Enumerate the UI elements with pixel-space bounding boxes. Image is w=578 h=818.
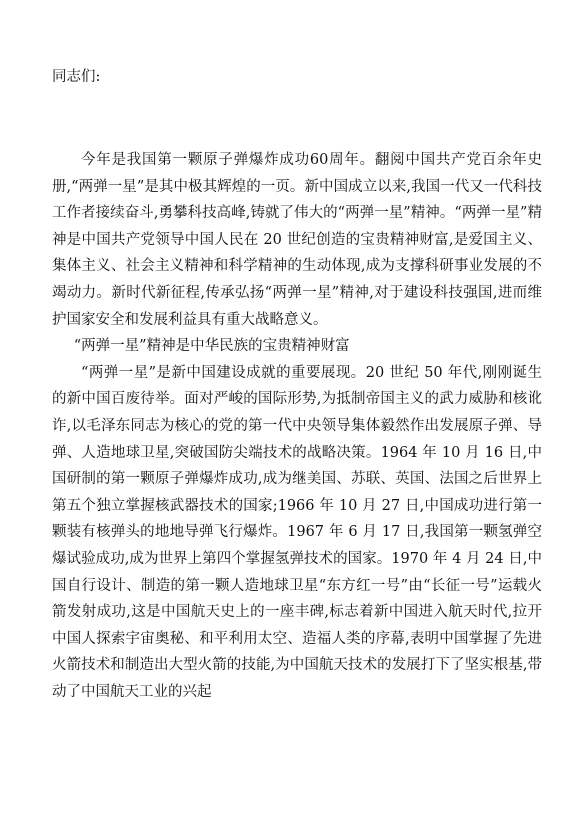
intro-paragraph: 今年是我国第一颗原子弹爆炸成功60周年。翻阅中国共产党百余年史册,“两弹一星”是其中极其辉煌的一页。新中国成立以来,我国一代又一代科技工作者接续奋斗,勇攀科技高峰,铸就了伟大的“两弹一星”精神。“两弹一星”精神是中国共产党领导中国人民在 20 世纪创造的宝贵精神财富,是爱国主义、集体主义、社会主义精神和科学精神的生动体现,成为支撑科研事业发展的不竭动力。新时代新征程,传承弘扬“两弹一星”精神,对于建设科技强国,进而维护国家安全和发展利益具有重大战略意义。 (52, 152, 542, 328)
document-body (52, 147, 542, 705)
history-paragraph: “两弹一星”是新中国建设成就的重要展现。20 世纪 50 年代,刚刚诞生的新中国百废待举。面对严峻的国际形势,为抵制帝国主义的武力威胁和核讹诈,以毛泽东同志为核心的党的第一代中央领导集体毅然作出发展原子弹、导弹、人造地球卫星,突破国防尖端技术的战略决策。1964 年 10 月 16 日,中国研制的第一颗原子弹爆炸成功,成为继美国、苏联、英国、法国之后世界上第五个独立掌握核武器技术的国家;1966 年 10 月 27 日,中国成功进行第一颗装有核弹头的地地导弹飞行爆炸。1967 年 6 月 17 日,我国第一颗氢弹空爆试验成功,成为世界上第四个掌握氢弹技术的国家。1970 年 4 月 24 日,中国自行设计、制造的第一颗人造地球卫星“东方红一号”由“长征一号”运载火箭发射成功,这是中国航天史上的一座丰碑,标志着新中国进入航天时代,拉开中国人探索宇宙奥秘、和平利用太空、造福人类的序幕,表明中国掌握了先进火箭技术和制造出大型火箭的技能,为中国航天技术的发展打下了坚实根基,带动了中国航天工业的兴起 (52, 364, 542, 700)
greeting: 同志们: (52, 69, 101, 85)
section-heading: “两弹一星”精神是中华民族的宝贵精神财富 (73, 338, 350, 355)
